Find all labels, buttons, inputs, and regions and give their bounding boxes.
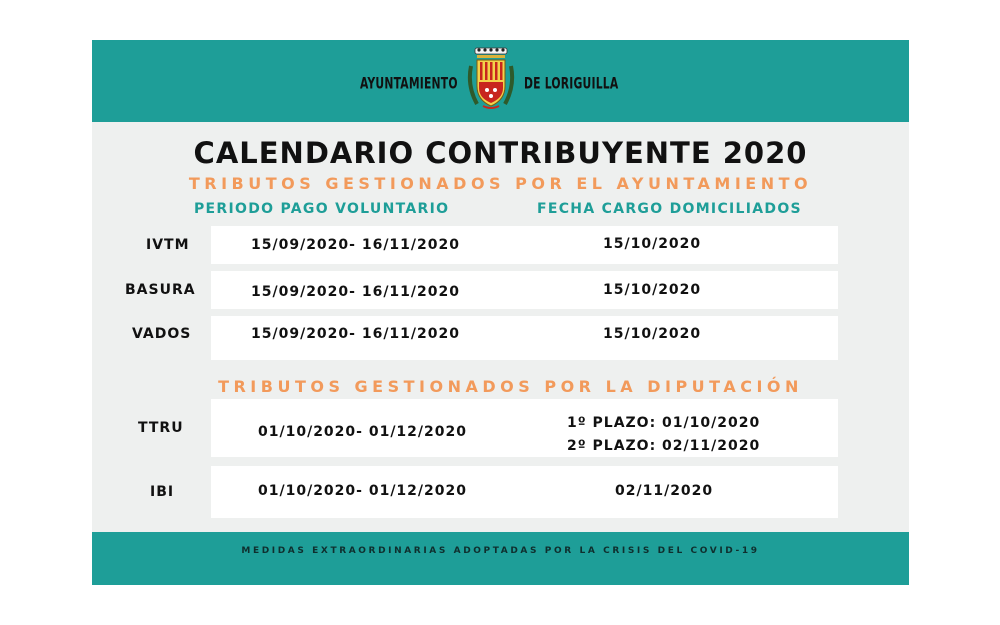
section2-heading: TRIBUTOS GESTIONADOS POR LA DIPUTACIÓN — [218, 377, 803, 396]
row-date: 15/10/2020 — [603, 282, 702, 298]
row-name-ivtm: IVTM — [146, 237, 190, 253]
column-header-date: FECHA CARGO DOMICILIADOS — [537, 201, 802, 217]
row-period: 01/10/2020- 01/12/2020 — [258, 424, 467, 440]
row-name-ttru: TTRU — [138, 420, 184, 436]
row-period: 01/10/2020- 01/12/2020 — [258, 483, 467, 499]
footer-text: MEDIDAS EXTRAORDINARIAS ADOPTADAS POR LA CRISIS DEL COVID-19 — [241, 546, 760, 556]
row-name-ibi: IBI — [150, 484, 175, 500]
row-date-line1: 1º PLAZO: 01/10/2020 — [567, 415, 761, 431]
section1-heading: TRIBUTOS GESTIONADOS POR EL AYUNTAMIENTO — [188, 174, 813, 193]
table-row — [211, 271, 838, 309]
row-period: 15/09/2020- 16/11/2020 — [251, 237, 460, 253]
row-date: 02/11/2020 — [615, 483, 714, 499]
header-band — [92, 40, 909, 122]
header-right-text: DE LORIGUILLA — [524, 73, 619, 93]
row-date: 15/10/2020 — [603, 326, 702, 342]
row-name-vados: VADOS — [132, 326, 192, 342]
coat-of-arms-icon — [465, 46, 517, 112]
footer-band — [92, 532, 909, 585]
row-date: 15/10/2020 — [603, 236, 702, 252]
row-period: 15/09/2020- 16/11/2020 — [251, 326, 460, 342]
calendar-card — [92, 40, 909, 585]
row-name-basura: BASURA — [125, 282, 196, 298]
row-date-line2: 2º PLAZO: 02/11/2020 — [567, 438, 761, 454]
table-row — [211, 316, 838, 360]
table-row — [211, 226, 838, 264]
table-row — [211, 399, 838, 457]
row-period: 15/09/2020- 16/11/2020 — [251, 284, 460, 300]
column-header-period: PERIODO PAGO VOLUNTARIO — [194, 201, 450, 217]
page-title: CALENDARIO CONTRIBUYENTE 2020 — [193, 136, 808, 170]
table-row — [211, 466, 838, 518]
header-left-text: AYUNTAMIENTO — [360, 73, 458, 93]
